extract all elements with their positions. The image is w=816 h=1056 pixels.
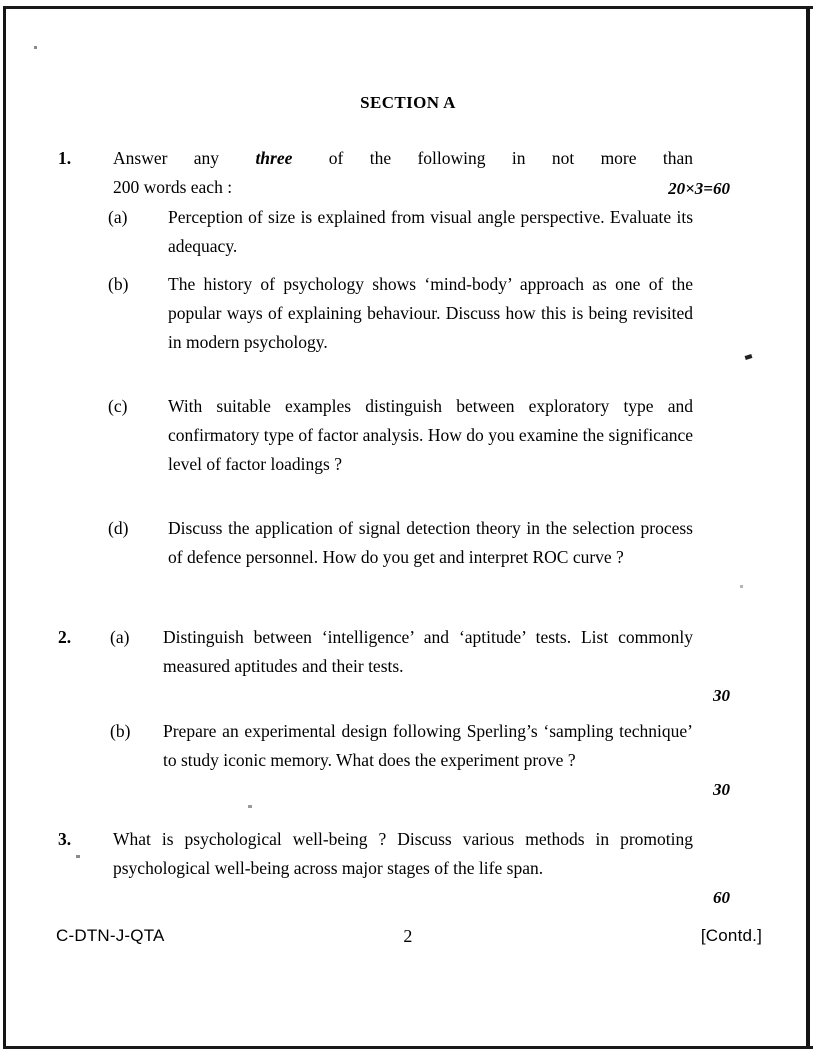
- question-1-number: 1.: [58, 148, 72, 168]
- question-1-subpart-c-label: (c): [108, 396, 128, 416]
- question-1-subpart-a-text: Perception of size is explained from visual angle perspective. Evaluate its adequacy.: [168, 207, 693, 256]
- question-1-subpart-b-label: (b): [108, 274, 129, 294]
- question-3-number: 3.: [58, 829, 72, 849]
- question-2-subpart-b-label: (b): [110, 721, 131, 741]
- question-1-subpart-b-text: The history of psychology shows ‘mind-body’ approach as one of the popular ways of explaining behaviour. Discuss how this is being revisited in modern psychology.: [168, 274, 693, 352]
- question-2-number: 2.: [58, 627, 72, 647]
- question-3-marks: 60: [713, 888, 730, 907]
- question-1-subpart-c-text: With suitable examples distinguish between exploratory type and confirmatory type of factor analysis. How do you examine the significance level of factor loadings ?: [168, 396, 693, 474]
- section-heading: SECTION A: [360, 93, 456, 112]
- question-1-subpart-d-label: (d): [108, 518, 129, 538]
- question-3-text: What is psychological well-being ? Discuss various methods in promoting psychological well-being across major stages of the life span.: [113, 829, 693, 878]
- question-1-stem-part2: of the following in not more than: [328, 148, 694, 168]
- question-2-subpart-a-marks: 30: [713, 686, 730, 705]
- question-1-stem: [113, 144, 693, 173]
- footer-page-number: 2: [403, 926, 413, 946]
- question-2-subpart-a-label: (a): [110, 627, 130, 647]
- question-1-subpart-d-text: Discuss the application of signal detection theory in the selection process of defence personnel. How do you get and interpret ROC curve ?: [168, 518, 693, 567]
- question-1-subpart-a-label: (a): [108, 207, 128, 227]
- question-2-subpart-b-text: Prepare an experimental design following Sperling’s ‘sampling technique’ to study iconic memory. What does the experiment prove ?: [163, 721, 693, 770]
- question-2-subpart-a-text: Distinguish between ‘intelligence’ and ‘aptitude’ tests. List commonly measured aptitudes and their tests.: [163, 627, 693, 676]
- question-1-marks: 20×3=60: [668, 179, 730, 198]
- question-1-stem-emphasis: three: [255, 148, 293, 168]
- question-1: [0, 144, 816, 204]
- footer-paper-code: C-DTN-J-QTA: [56, 926, 165, 945]
- question-1-stem-part1: Answer any: [113, 148, 220, 168]
- question-2-subpart-b-marks: 30: [713, 780, 730, 799]
- question-1-stem-line3: 200 words each :: [113, 177, 233, 197]
- footer-continuation: [Contd.]: [700, 926, 762, 945]
